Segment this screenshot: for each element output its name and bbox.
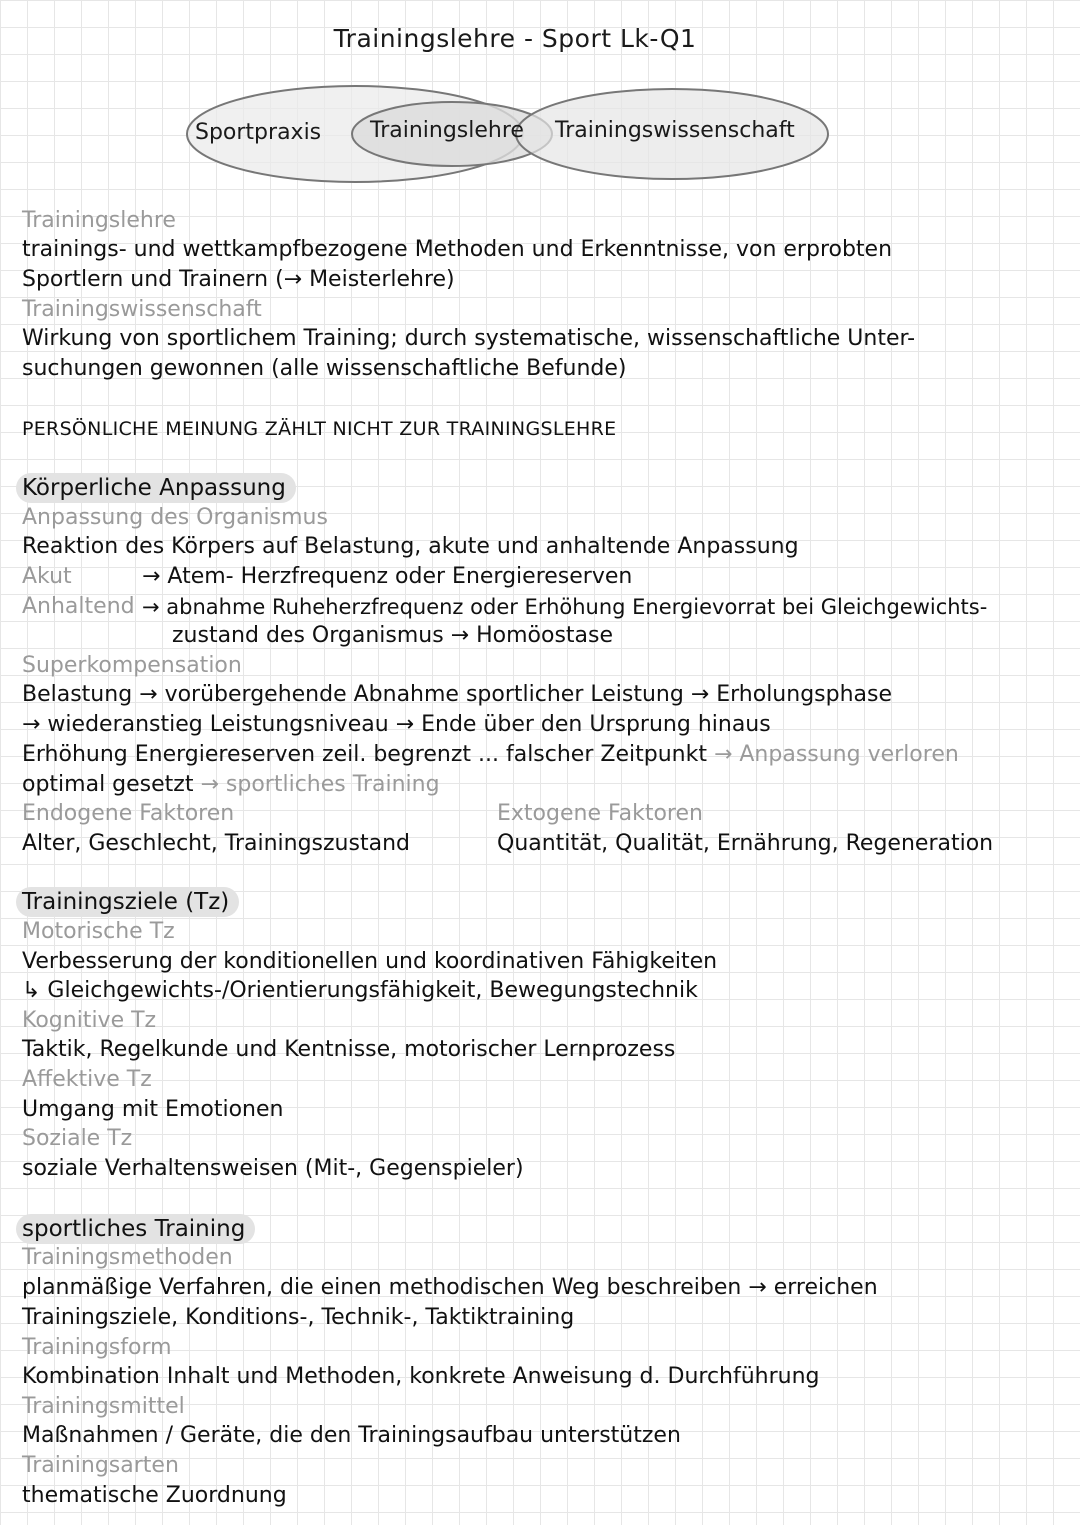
superkompensation-line-2: → wiederanstieg Leistungsniveau → Ende über den Ursprung hinaus [22, 712, 771, 737]
superkompensation-line-3-text: Erhöhung Energiereserven zeil. begrenzt ... falscher Zeitpunkt [22, 742, 707, 767]
heading-soziale-tz: Soziale Tz [22, 1126, 133, 1151]
training-line-2: Trainingsziele, Konditions-, Technik-, Taktiktraining [22, 1305, 575, 1330]
training-line-1: planmäßige Verfahren, die einen methodischen Weg beschreiben → erreichen [22, 1275, 878, 1300]
training-line-4: Maßnahmen / Geräte, die den Trainingsaufbau unterstützen [22, 1423, 681, 1448]
heading-endogene-faktoren: Endogene Faktoren [22, 801, 235, 826]
ziele-line-1: Verbesserung der konditionellen und koordinativen Fähigkeiten [22, 949, 718, 974]
heading-superkompensation: Superkompensation [22, 653, 242, 678]
venn-label-sportpraxis: Sportpraxis [195, 120, 322, 145]
page-title: Trainingslehre - Sport Lk-Q1 [333, 24, 697, 53]
extogene-faktoren-list: Quantität, Qualität, Ernährung, Regeneration [497, 831, 994, 856]
superkompensation-line-3 [22, 741, 959, 769]
training-line-5: thematische Zuordnung [22, 1483, 287, 1508]
heading-trainingsarten: Trainingsarten [22, 1453, 179, 1478]
anpassung-line-1: Reaktion des Körpers auf Belastung, akute und anhaltende Anpassung [22, 534, 799, 559]
venn-label-trainingswissenschaft: Trainingswissenschaft [555, 118, 795, 143]
heading-affektive-tz: Affektive Tz [22, 1067, 152, 1092]
ziele-line-3: Taktik, Regelkunde und Kentnisse, motorischer Lernprozess [22, 1037, 676, 1062]
heading-extogene-faktoren: Extogene Faktoren [497, 801, 703, 826]
section-sportliches-training: sportliches Training [16, 1214, 255, 1244]
heading-kognitive-tz: Kognitive Tz [22, 1008, 157, 1033]
venn-diagram [180, 80, 840, 190]
section-koerperliche-anpassung: Körperliche Anpassung [16, 473, 296, 503]
label-anhaltend: Anhaltend [22, 594, 135, 619]
ziele-line-4: Umgang mit Emotionen [22, 1097, 284, 1122]
anhaltend-text-2: zustand des Organismus → Homöostase [172, 623, 614, 648]
heading-anpassung-organismus: Anpassung des Organismus [22, 505, 328, 530]
note-persoenliche-meinung: PERSÖNLICHE MEINUNG ZÄHLT NICHT ZUR TRAININGSLEHRE [22, 418, 617, 440]
intro-line-4: suchungen gewonnen (alle wissenschaftliche Befunde) [22, 356, 627, 381]
anpassung-verloren: → Anpassung verloren [713, 742, 959, 767]
superkompensation-line-1: Belastung → vorübergehende Abnahme sportlicher Leistung → Erholungsphase [22, 682, 893, 707]
endogene-faktoren-list: Alter, Geschlecht, Trainingszustand [22, 831, 410, 856]
intro-line-2: Sportlern und Trainern (→ Meisterlehre) [22, 267, 455, 292]
ziele-line-5: soziale Verhaltensweisen (Mit-, Gegenspieler) [22, 1156, 524, 1181]
label-akut: Akut [22, 564, 72, 589]
intro-line-1: trainings- und wettkampfbezogene Methoden und Erkenntnisse, von erprobten [22, 237, 893, 262]
akut-text: → Atem- Herzfrequenz oder Energiereserven [142, 564, 633, 589]
venn-label-trainingslehre: Trainingslehre [370, 118, 524, 143]
optimal-gesetzt: optimal gesetzt [22, 772, 194, 797]
heading-trainingsmethoden: Trainingsmethoden [22, 1245, 233, 1270]
anhaltend-text: → abnahme Ruheherzfrequenz oder Erhöhung Energievorrat bei Gleichgewichts- [142, 595, 988, 619]
superkompensation-line-4 [22, 771, 440, 799]
ziele-line-2: ↳ Gleichgewichts-/Orientierungsfähigkeit, Bewegungstechnik [22, 978, 698, 1003]
training-line-3: Kombination Inhalt und Methoden, konkrete Anweisung d. Durchführung [22, 1364, 820, 1389]
heading-trainingslehre: Trainingslehre [22, 208, 176, 233]
section-trainingsziele: Trainingsziele (Tz) [16, 887, 239, 917]
heading-trainingsmittel: Trainingsmittel [22, 1394, 185, 1419]
sportliches-training-ref: → sportliches Training [200, 772, 440, 797]
intro-line-3: Wirkung von sportlichem Training; durch systematische, wissenschaftliche Unter- [22, 326, 916, 351]
heading-trainingswissenschaft: Trainingswissenschaft [22, 297, 262, 322]
heading-motorische-tz: Motorische Tz [22, 919, 175, 944]
heading-trainingsform: Trainingsform [22, 1335, 172, 1360]
